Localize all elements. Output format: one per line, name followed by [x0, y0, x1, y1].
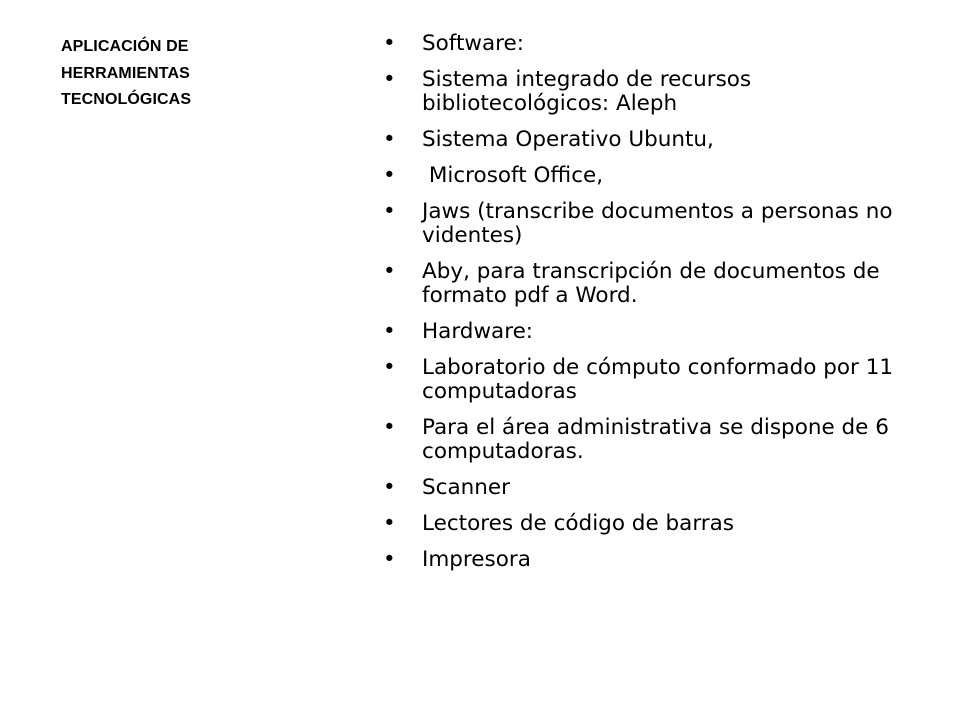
list-item — [383, 260, 923, 308]
list-item-text: Lectores de código de barras — [422, 511, 735, 536]
bullet-icon: • — [383, 127, 396, 152]
list-item-text: Sistema Operativo Ubuntu, — [422, 127, 714, 152]
bullet-icon: • — [383, 547, 396, 572]
slide-title-line: TECNOLÓGICAS — [61, 91, 192, 108]
list-item — [383, 164, 923, 188]
list-item-text: Jaws (transcribe documentos a personas no videntes) — [422, 199, 893, 248]
slide-title-line: APLICACIÓN DE — [61, 38, 189, 55]
bullet-icon: • — [383, 355, 396, 380]
list-item-text: Para el área administrativa se dispone de 6 computadoras. — [422, 415, 889, 464]
list-item — [383, 200, 923, 248]
list-item — [383, 512, 923, 536]
bullet-icon: • — [383, 475, 396, 500]
bullet-icon: • — [383, 259, 396, 284]
slide-title-line: HERRAMIENTAS — [61, 64, 190, 82]
bullet-icon: • — [383, 319, 396, 344]
list-item — [383, 356, 923, 404]
list-item — [383, 320, 923, 344]
list-item — [383, 416, 923, 464]
list-item-text: Laboratorio de cómputo conformado por 11 computadoras — [422, 355, 894, 404]
bullet-icon: • — [383, 31, 396, 56]
bullet-list — [383, 32, 923, 584]
list-item-text: Hardware: — [422, 319, 534, 344]
bullet-icon: • — [383, 163, 396, 188]
list-item — [383, 128, 923, 152]
slide-title — [61, 34, 261, 114]
bullet-icon: • — [383, 415, 396, 440]
list-item-text: Aby, para transcripción de documentos de formato pdf a Word. — [422, 259, 880, 308]
list-item-text: Scanner — [422, 475, 510, 500]
list-item — [383, 548, 923, 572]
list-item — [383, 68, 923, 116]
list-item-text: Microsoft Office, — [422, 163, 604, 188]
list-item-text: Software: — [422, 31, 525, 56]
list-item — [383, 32, 923, 56]
bullet-icon: • — [383, 511, 396, 536]
bullet-icon: • — [383, 67, 396, 92]
list-item — [383, 476, 923, 500]
list-item-text: Sistema integrado de recursos bibliotecológicos: Aleph — [422, 67, 752, 116]
list-item-text: Impresora — [422, 547, 531, 572]
bullet-icon: • — [383, 199, 396, 224]
